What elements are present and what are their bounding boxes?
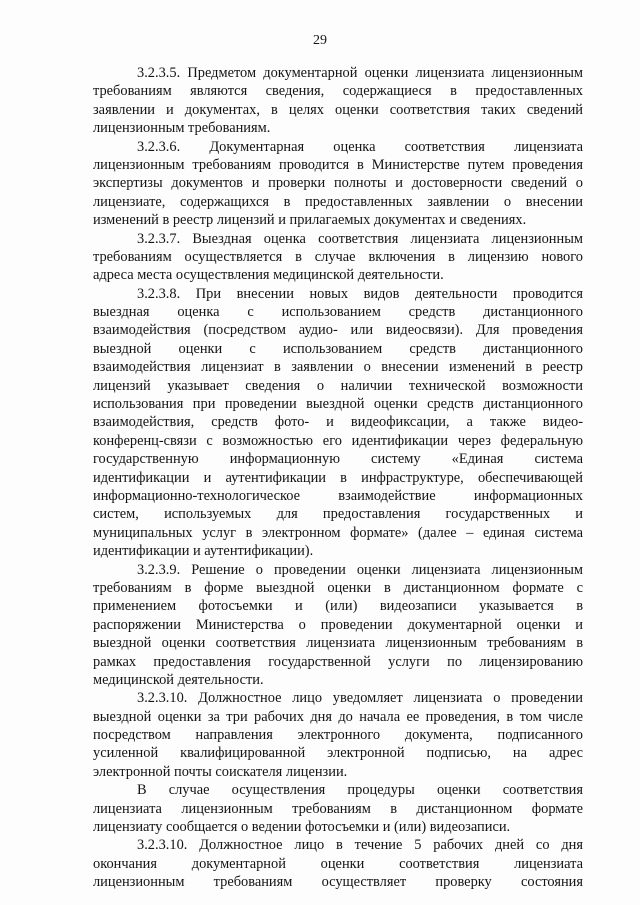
text-line: лицензий указывает сведения о наличии технической возможности: [93, 377, 583, 394]
text-line: лицензиату сообщается о ведении фотосъемки и (или) видеозаписи.: [93, 819, 511, 836]
text-line: идентификации и аутентификации в инфраструктуре, обеспечивающей: [93, 469, 583, 486]
text-line: адреса места осуществления медицинской деятельности.: [93, 267, 444, 284]
text-line: систем, используемых для предоставления государственных и: [93, 506, 583, 523]
text-line: распоряжении Министерства о проведении документарной оценки и: [93, 616, 583, 633]
text-line: муниципальных услуг в электронном формате» (далее – единая система: [93, 524, 583, 541]
text-line: лицензионным требованиям.: [93, 120, 271, 137]
text-line: 3.2.3.5. Предметом документарной оценки лицензиата лицензионным: [137, 65, 583, 81]
text-line: выездная оценка с использованием средств дистанционного: [93, 304, 583, 321]
paragraph: [93, 781, 583, 836]
text-line: В случае осуществления процедуры оценки соответствия: [137, 782, 583, 799]
page-number: 29: [313, 33, 327, 48]
text-line: государственную информационную систему «Единая система: [93, 451, 583, 468]
text-line: лицензиате, содержащихся в предоставленных заявлении о внесении: [93, 193, 583, 210]
paragraph: [93, 138, 583, 230]
text-line: применением фотосъемки и (или) видеозаписи указывается в: [93, 598, 583, 615]
paragraph: [93, 836, 583, 891]
text-line: рамках предоставления государственной услуги по лицензированию: [93, 653, 583, 670]
text-line: требованиям в форме выездной оценки в дистанционном формате с: [93, 579, 583, 596]
text-line: 3.2.3.9. Решение о проведении оценки лицензиата лицензионным: [137, 561, 583, 578]
text-line: использования при проведении выездной оценки средств дистанционного: [93, 396, 583, 413]
paragraph: [93, 689, 583, 781]
text-line: медицинской деятельности.: [93, 671, 264, 688]
text-line: посредством направления электронного документа, подписанного: [93, 727, 583, 744]
paragraph: [93, 230, 583, 285]
text-line: 3.2.3.6. Документарная оценка соответствия лицензиата: [137, 138, 583, 155]
text-line: 3.2.3.8. При внесении новых видов деятельности проводится: [137, 285, 583, 302]
text-line: требованиям являются сведения, содержащиеся в предоставленных: [93, 83, 583, 100]
text-line: лицензионным требованиям проводится в Министерстве путем проведения: [93, 156, 583, 173]
text-line: конференц-связи с возможностью его идентификации через федеральную: [93, 432, 583, 449]
text-line: информационно-технологическое взаимодействие информационных: [93, 487, 583, 504]
paragraph: [93, 64, 583, 138]
text-line: усиленной квалифицированной электронной подписью, на адрес: [93, 745, 583, 762]
paragraph: [93, 285, 583, 561]
document-body: [93, 64, 583, 892]
text-line: требованиям осуществляется в случае включения в лицензию нового: [93, 248, 583, 265]
text-line: взаимодействия (посредством аудио- или видеосвязи). Для проведения: [93, 322, 583, 339]
text-line: экспертизы документов и проверки полноты и достоверности сведений о: [93, 175, 583, 192]
text-line: лицензиата лицензионным требованиям в дистанционном формате: [93, 800, 583, 817]
text-line: 3.2.3.10. Должностное лицо в течение 5 рабочих дней со дня: [137, 837, 583, 854]
text-line: окончания документарной оценки соответствия лицензиата: [93, 855, 583, 872]
text-line: электронной почты соискателя лицензии.: [93, 763, 348, 780]
text-line: заявлении и документах, в целях оценки соответствия таких сведений: [93, 101, 583, 118]
text-line: 3.2.3.7. Выездная оценка соответствия лицензиата лицензионным: [137, 230, 583, 247]
text-line: выездной оценки с использованием средств дистанционного: [93, 340, 583, 357]
text-line: изменений в реестр лицензий и прилагаемых документах и сведениях.: [93, 212, 527, 229]
paragraph: [93, 561, 583, 690]
text-line: 3.2.3.10. Должностное лицо уведомляет лицензиата о проведении: [137, 690, 583, 707]
text-line: идентификации и аутентификации).: [93, 543, 314, 560]
text-line: лицензионным требованиям осуществляет проверку состояния: [93, 874, 583, 891]
text-line: взаимодействия, средств фото- и видеофиксации, а также видео-: [93, 414, 583, 431]
text-line: выездной оценки за три рабочих дня до начала ее проведения, в том числе: [93, 708, 583, 725]
text-line: взаимодействия лицензиат в заявлении о внесении изменений в реестр: [93, 359, 583, 376]
text-line: выездной оценки соответствия лицензиата лицензионным требованиям в: [93, 635, 583, 652]
